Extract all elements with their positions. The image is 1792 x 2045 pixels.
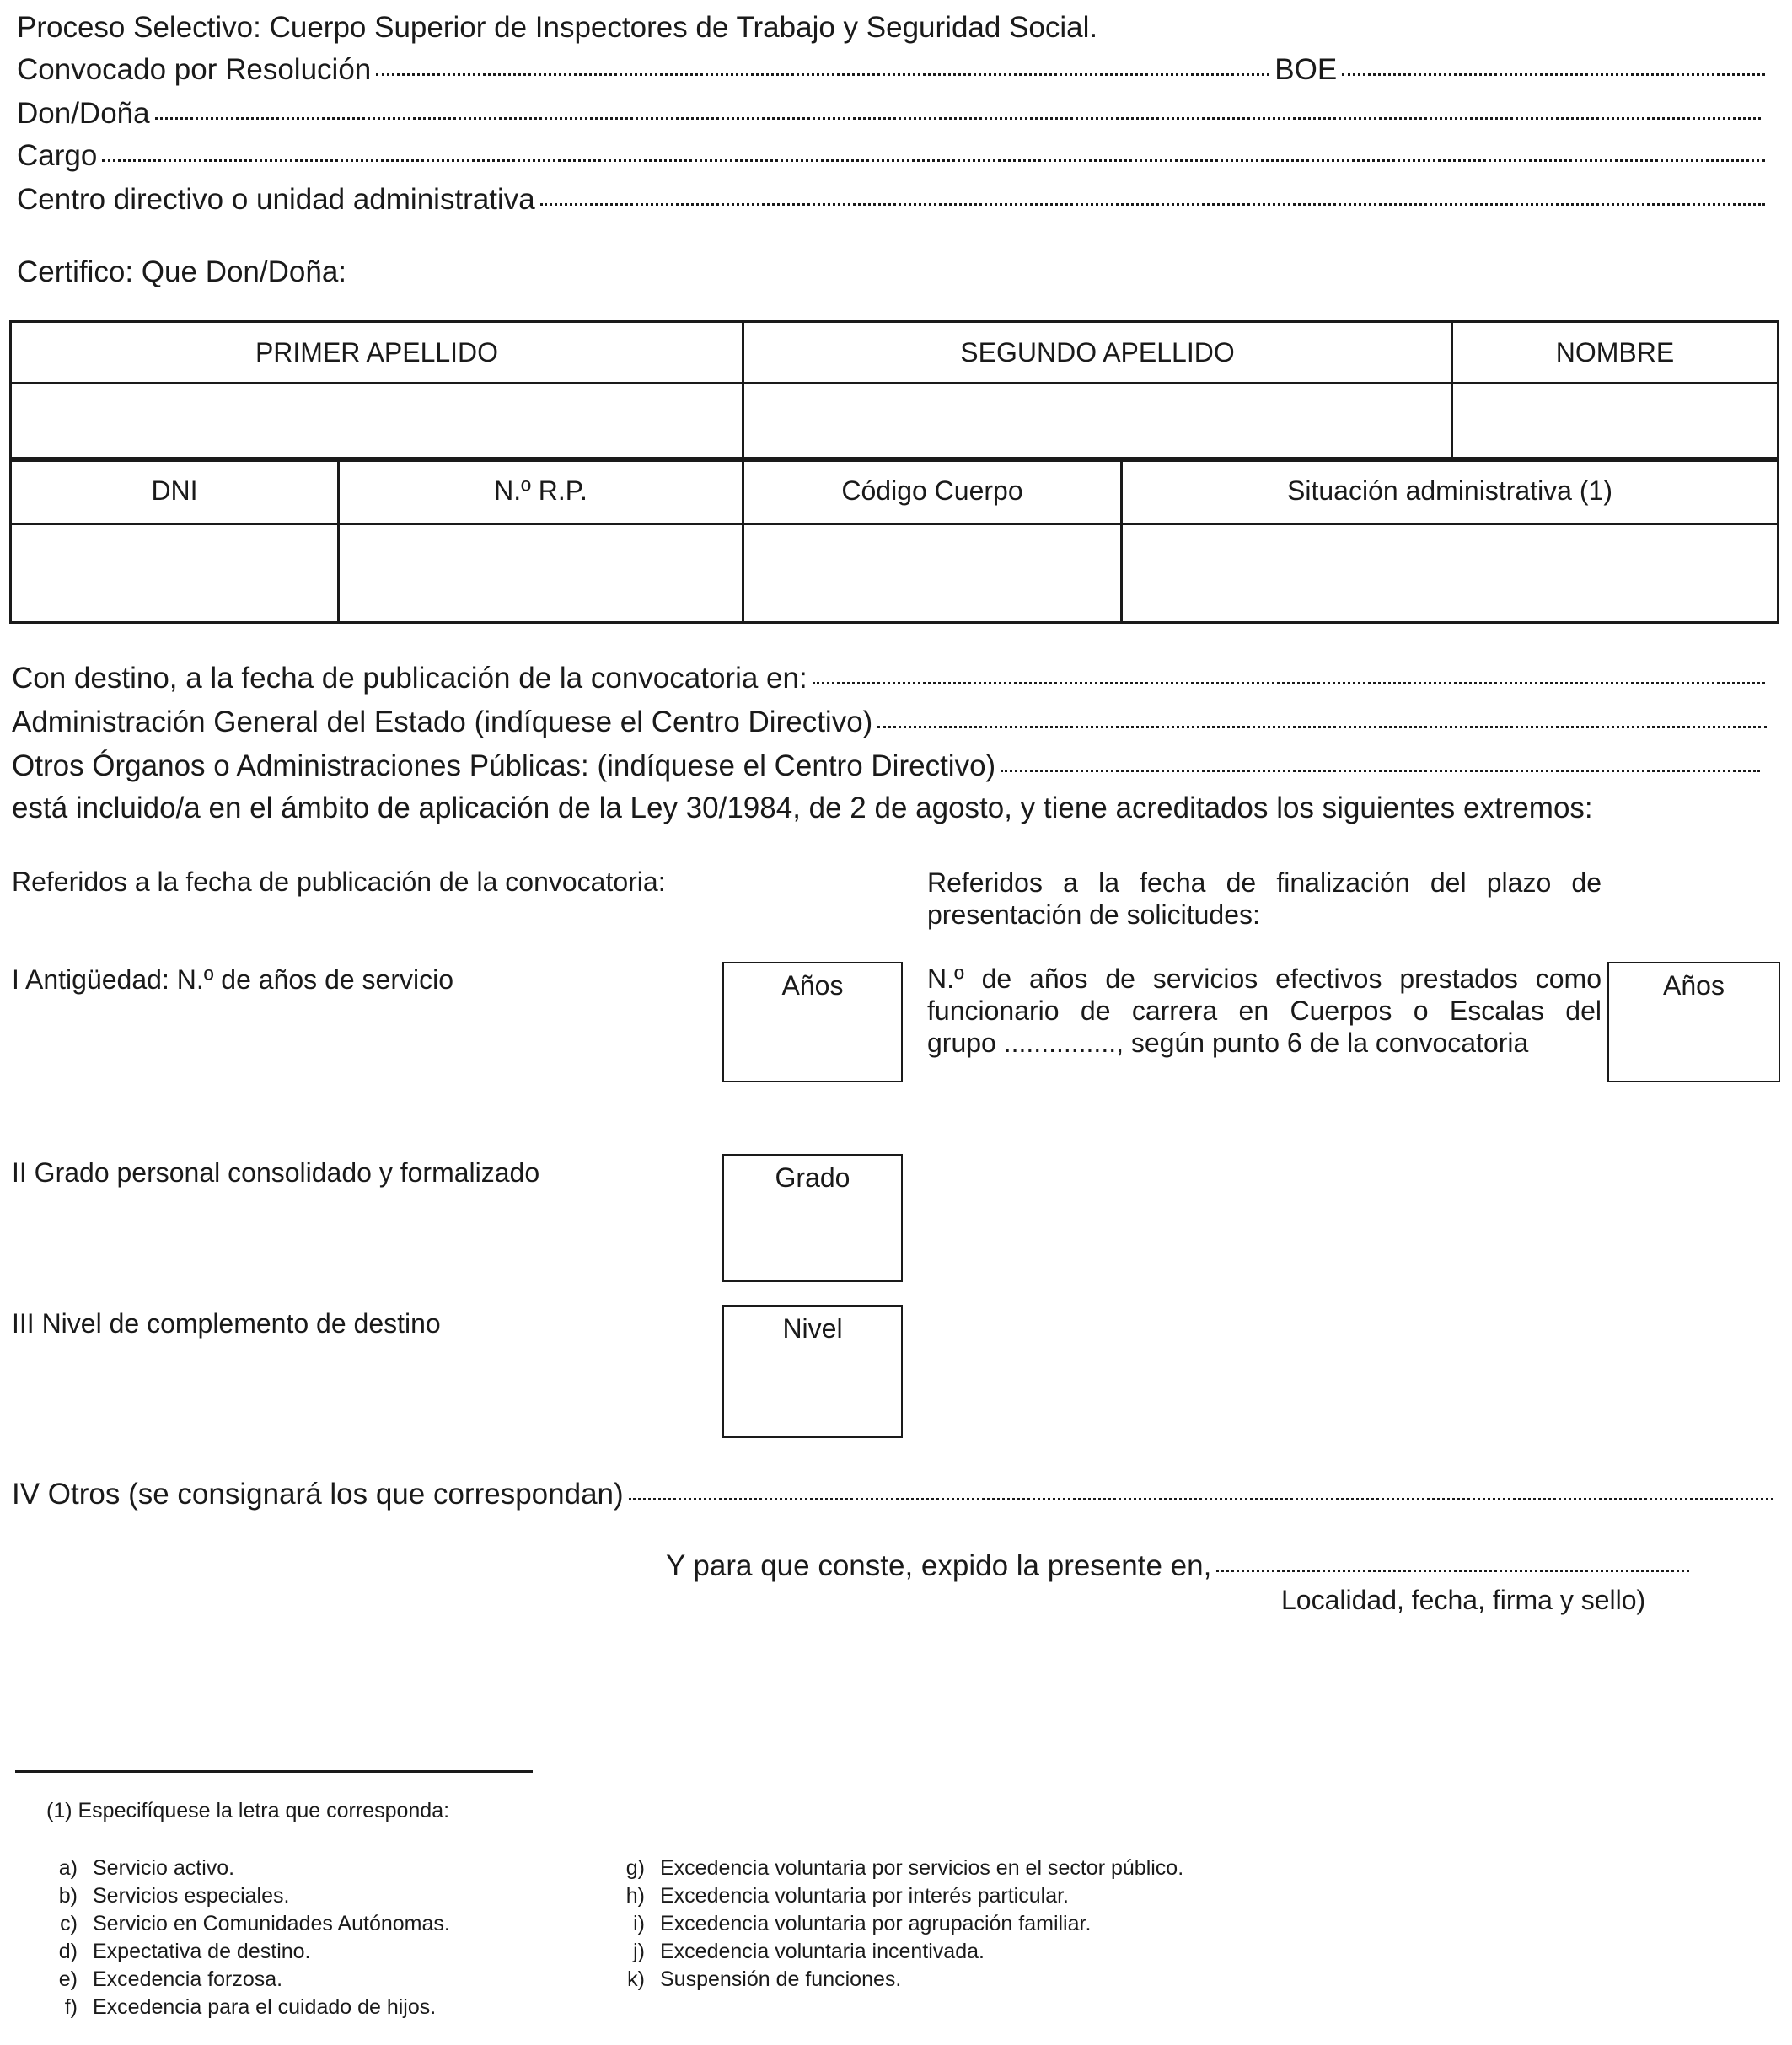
convocado-dots — [376, 73, 1269, 76]
anos-box-right[interactable] — [1607, 962, 1780, 1082]
centro-dots — [540, 203, 1765, 206]
list-item: i) Excedencia voluntaria por agrupación familiar. — [633, 1912, 1092, 1935]
age-label: Administración General del Estado (indíquese el Centro Directivo) — [12, 706, 873, 738]
destino-dots — [813, 682, 1765, 684]
name-table — [9, 320, 1779, 462]
footnote-list-right — [601, 1854, 1183, 1994]
nrp-header: N.º R.P. — [339, 459, 743, 524]
centro-label: Centro directivo o unidad administrativa — [17, 183, 535, 216]
primer-apellido-cell[interactable] — [11, 384, 743, 461]
ley-text: está incluido/a en el ámbito de aplicación de la Ley 30/1984, de 2 de agosto, y tiene acreditados los siguientes extremos: — [12, 792, 1593, 824]
boe-label: BOE — [1274, 53, 1338, 86]
list-item: a) Servicio activo. — [58, 1856, 235, 1880]
don-label: Don/Doña — [17, 97, 150, 130]
anos-box-right-label: Años — [1663, 970, 1725, 1001]
don-dots — [155, 117, 1761, 120]
situacion-header: Situación administrativa (1) — [1122, 459, 1779, 524]
convocado-field[interactable] — [17, 49, 1770, 91]
destino-label: Con destino, a la fecha de publicación de la convocatoria en: — [12, 662, 807, 695]
id-table — [9, 457, 1779, 624]
process-title: Proceso Selectivo: Cuerpo Superior de Inspectores de Trabajo y Seguridad Social. — [17, 11, 1098, 44]
footnote-list-left — [34, 1854, 450, 2021]
list-item: e) Excedencia forzosa. — [58, 1967, 283, 1991]
certifico-text: Certifico: Que Don/Doña: — [17, 255, 347, 288]
codigo-cuerpo-cell[interactable] — [743, 524, 1122, 623]
list-item: b) Servicios especiales. — [58, 1884, 290, 1908]
cargo-field[interactable] — [17, 135, 1770, 177]
convocado-label: Convocado por Resolución — [17, 53, 372, 86]
closing-dots — [1216, 1570, 1689, 1572]
otros-organos-field[interactable] — [12, 745, 1765, 787]
primer-apellido-header: PRIMER APELLIDO — [11, 322, 743, 384]
referidos-left: Referidos a la fecha de publicación de la convocatoria: — [12, 867, 666, 897]
age-dots — [877, 726, 1767, 728]
antiguedad-label: I Antigüedad: N.º de años de servicio — [12, 964, 454, 995]
age-field[interactable] — [12, 701, 1772, 743]
situacion-cell[interactable] — [1122, 524, 1779, 623]
anos-box[interactable] — [722, 962, 903, 1082]
footnote-divider — [15, 1770, 533, 1773]
closing-field[interactable] — [666, 1545, 1694, 1587]
list-item: d) Expectativa de destino. — [58, 1940, 311, 1963]
list-item: k) Suspensión de funciones. — [627, 1967, 902, 1991]
servicios-line3: grupo ..............., según punto 6 de la convocatoria — [927, 1028, 1529, 1058]
closing-sub: Localidad, fecha, firma y sello) — [1281, 1585, 1646, 1615]
footnote-title: (1) Especifíquese la letra que corresponda: — [46, 1799, 450, 1822]
list-item: j) Excedencia voluntaria incentivada. — [633, 1940, 985, 1963]
referidos-right: Referidos a la fecha de finalización del plazo de presentación de solicitudes: — [927, 867, 1602, 930]
nrp-cell[interactable] — [339, 524, 743, 623]
nivel-label: III Nivel de complemento de destino — [12, 1308, 441, 1339]
otros-organos-dots — [1001, 770, 1760, 772]
grado-label: II Grado personal consolidado y formalizado — [12, 1157, 540, 1188]
otros-field[interactable] — [12, 1473, 1779, 1516]
anos-box-label: Años — [781, 970, 844, 1001]
segundo-apellido-header: SEGUNDO APELLIDO — [743, 322, 1452, 384]
servicios-line1: N.º de años de servicios efectivos prestados como — [927, 963, 1602, 994]
closing-text: Y para que conste, expido la presente en, — [666, 1549, 1212, 1582]
list-item: g) Excedencia voluntaria por servicios en el sector público. — [625, 1856, 1184, 1880]
cargo-label: Cargo — [17, 139, 98, 172]
nombre-header: NOMBRE — [1452, 322, 1779, 384]
servicios-text — [927, 963, 1602, 1059]
centro-field[interactable] — [17, 179, 1770, 221]
list-item: h) Excedencia voluntaria por interés particular. — [625, 1884, 1069, 1908]
dni-header: DNI — [11, 459, 339, 524]
codigo-cuerpo-header: Código Cuerpo — [743, 459, 1122, 524]
otros-organos-label: Otros Órganos o Administraciones Públicas: (indíquese el Centro Directivo) — [12, 749, 996, 782]
nombre-cell[interactable] — [1452, 384, 1779, 461]
servicios-line2: funcionario de carrera en Cuerpos o Escalas del — [927, 996, 1602, 1026]
nivel-box[interactable] — [722, 1305, 903, 1438]
list-item: f) Excedencia para el cuidado de hijos. — [64, 1995, 437, 2019]
nivel-box-label: Nivel — [782, 1313, 843, 1344]
otros-label: IV Otros (se consignará los que correspondan) — [12, 1478, 624, 1511]
otros-dots — [629, 1498, 1773, 1500]
cargo-dots — [102, 159, 1765, 162]
don-field[interactable] — [17, 93, 1766, 135]
list-item: c) Servicio en Comunidades Autónomas. — [60, 1912, 450, 1935]
grado-box[interactable] — [722, 1154, 903, 1282]
segundo-apellido-cell[interactable] — [743, 384, 1452, 461]
grado-box-label: Grado — [775, 1162, 850, 1193]
dni-cell[interactable] — [11, 524, 339, 623]
boe-dots — [1342, 73, 1765, 76]
destino-field[interactable] — [12, 658, 1770, 700]
